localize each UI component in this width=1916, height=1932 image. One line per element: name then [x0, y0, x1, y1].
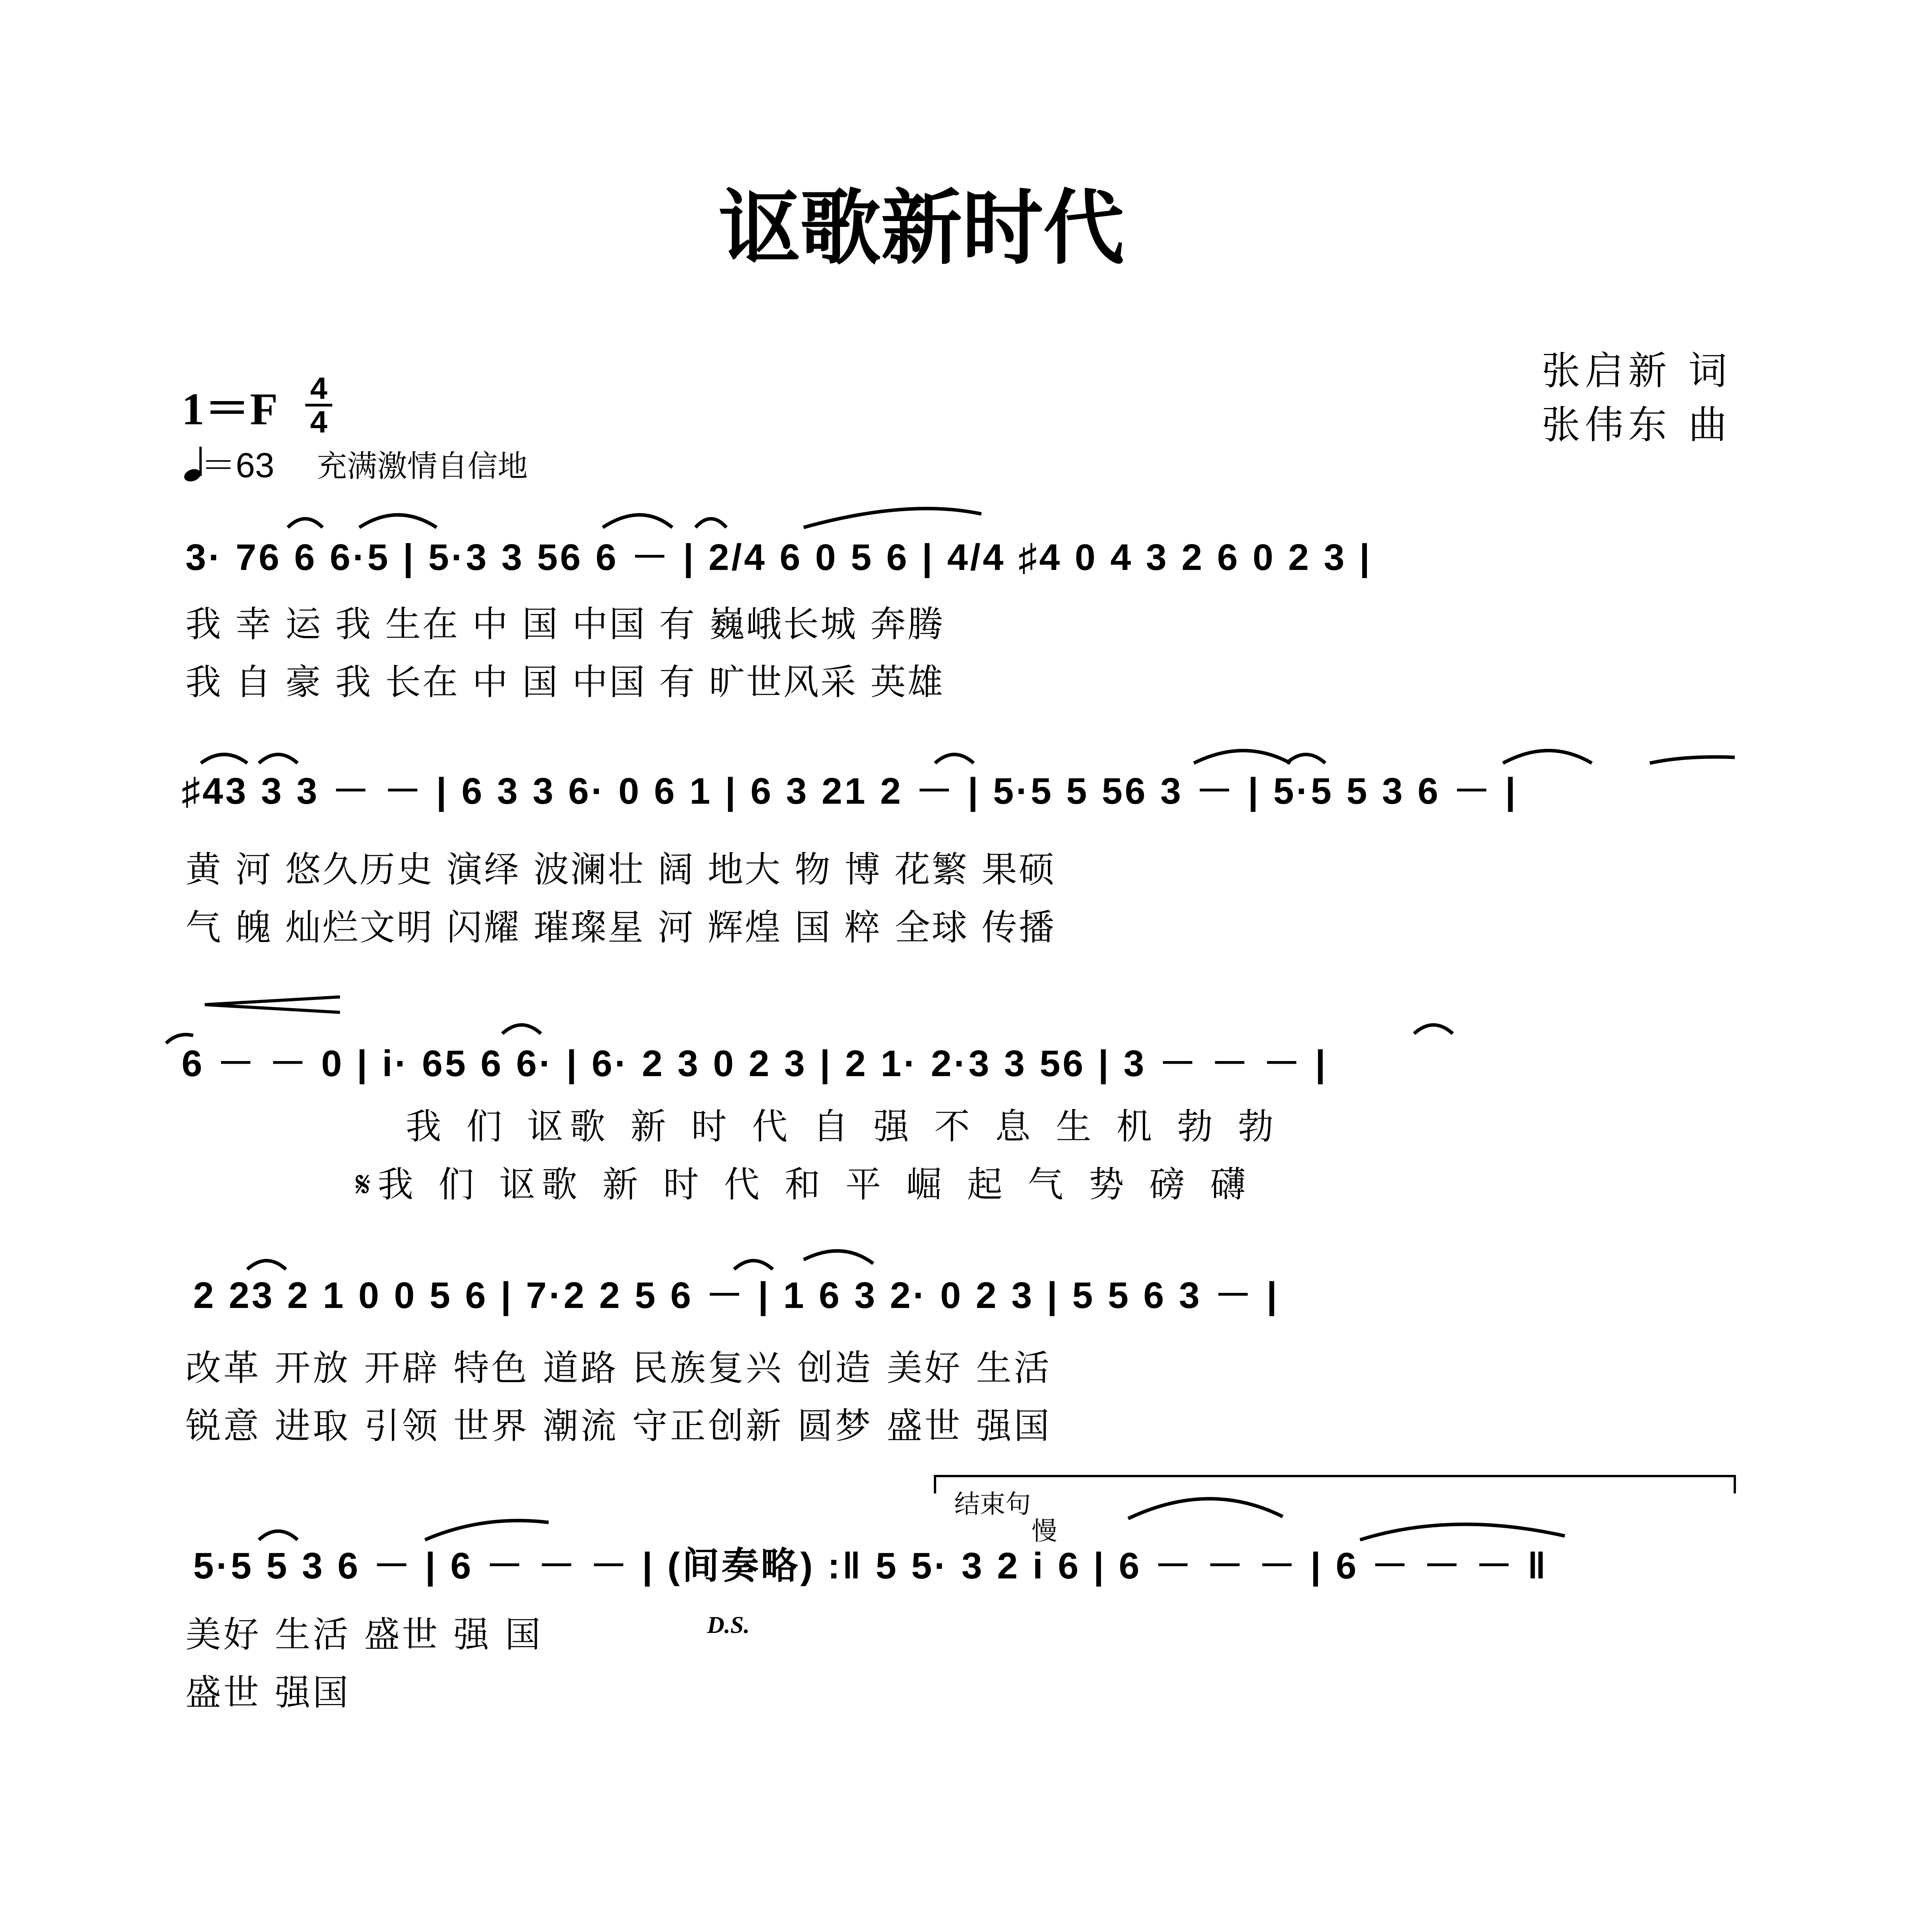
expression-marking: 充满激情自信地: [317, 449, 528, 484]
slow-marking: 慢: [1032, 1516, 1057, 1546]
notation-row-1: 3· 76 6 6·5 | 5·3 3 56 6 － | 2/4 6 0 5 6 | 4/4 ♯4 0 4 3 2 6 0 2 3 |: [185, 537, 1372, 578]
lyrics-row-5-verse-2: 盛世 强国: [185, 1672, 351, 1713]
lyricist-credit: 张启新 词: [1542, 348, 1732, 393]
lyrics-row-3-verse-2: 𝄋我 们 讴歌 新 时 代 和 平 崛 起 气 势 磅 礴: [355, 1164, 1253, 1205]
lyrics-row-4-verse-2: 锐意 进取 引领 世界 潮流 守正创新 圆梦 盛世 强国: [185, 1405, 1052, 1447]
lyrics-row-2-verse-2: 气 魄 灿烂文明 闪耀 璀璨星 河 辉煌 国 粹 全球 传播: [185, 907, 1056, 948]
lyrics-row-2-verse-1: 黄 河 悠久历史 演绎 波澜壮 阔 地大 物 博 花繁 果硕: [185, 849, 1056, 890]
tempo-marking: ＝63: [201, 446, 275, 485]
page-title: 讴歌新时代: [719, 180, 1125, 276]
composer-credit: 张伟东 曲: [1542, 402, 1732, 447]
lyrics-row-1-verse-1: 我 幸 运 我 生在 中 国 中国 有 巍峨长城 奔腾: [185, 604, 945, 645]
notation-row-4: 2 23 2 1 0 0 5 6 | 7·2 2 5 6 － | 1 6 3 2· 0 2 3 | 5 5 6 3 － |: [193, 1275, 1279, 1316]
ending-bracket-label: 结束句: [954, 1489, 1031, 1519]
dal-segno-mark: D.S.: [707, 1612, 750, 1638]
meter-bottom: 4: [310, 404, 328, 439]
notation-row-3: 6 － － 0 | i· 65 6 6· | 6· 2 3 0 2 3 | 2 1· 2·3 3 56 | 3 － － － |: [182, 1043, 1328, 1084]
meter-top: 4: [310, 371, 328, 405]
notation-row-5: 5·5 5 3 6 － | 6 － － － | (间奏略) :‖ 5 5· 3 2 i 6 | 6 － － － | 6 － － － ‖: [193, 1545, 1549, 1587]
lyrics-row-3-verse-1: 我 们 讴歌 新 时 代 自 强 不 息 生 机 勃 勃: [406, 1106, 1281, 1147]
lyrics-row-4-verse-1: 改革 开放 开辟 特色 道路 民族复兴 创造 美好 生活: [185, 1347, 1052, 1389]
notation-row-2: ♯43 3 3 － － | 6 3 3 6· 0 6 1 | 6 3 21 2 － | 5·5 5 56 3 － | 5·5 5 3 6 － |: [182, 770, 1518, 812]
lyrics-row-1-verse-2: 我 自 豪 我 长在 中 国 中国 有 旷世风采 英雄: [185, 662, 945, 703]
lyrics-row-5-verse-1: 美好 生活 盛世 强 国: [185, 1614, 543, 1655]
key-signature: 1＝F: [182, 384, 278, 434]
